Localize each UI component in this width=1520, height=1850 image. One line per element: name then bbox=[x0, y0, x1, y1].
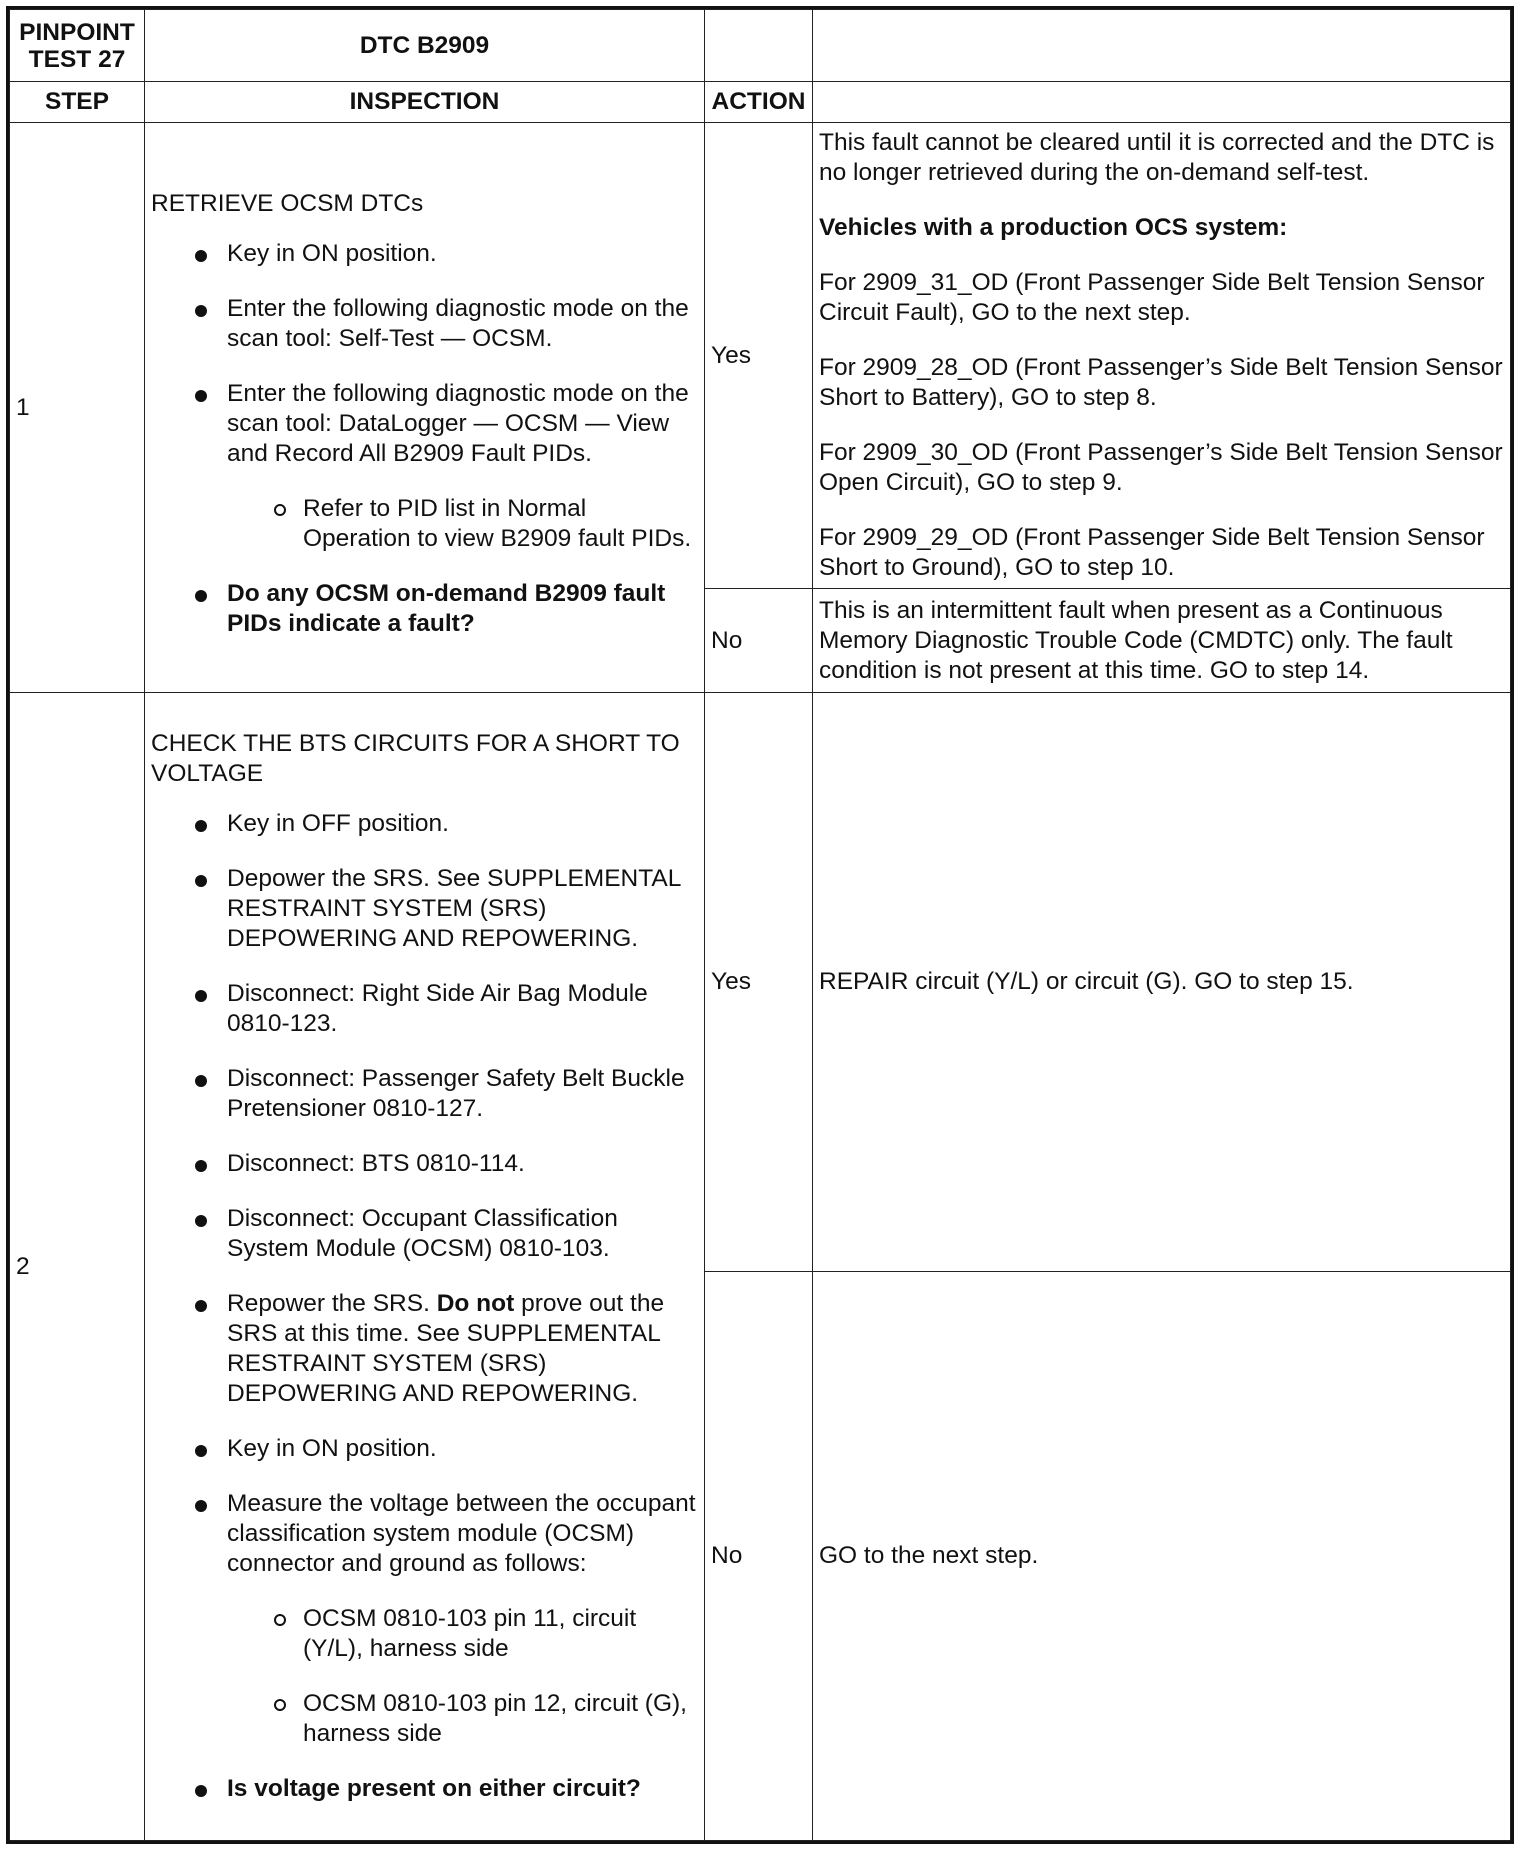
list-item: Enter the following diagnostic mode on the scan tool: DataLogger — OCSM — View and Record All B2909 Fault PIDs. Refer to PID list in Normal Operation to view B2909 fault PIDs. bbox=[151, 379, 698, 554]
empty-header-cell bbox=[705, 10, 813, 82]
sub-bullet-list bbox=[303, 1604, 698, 1749]
list-item: Repower the SRS. Do not prove out the SRS at this time. See SUPPLEMENTAL RESTRAINT SYSTEM (SRS) DEPOWERING AND REPOWERING. bbox=[151, 1289, 698, 1409]
list-item: Disconnect: Passenger Safety Belt Buckle Pretensioner 0810-127. bbox=[151, 1064, 698, 1124]
empty-header-cell bbox=[813, 82, 1511, 123]
pinpoint-test-label: PINPOINT TEST 27 bbox=[10, 10, 145, 82]
list-item: Depower the SRS. See SUPPLEMENTAL RESTRAINT SYSTEM (SRS) DEPOWERING AND REPOWERING. bbox=[151, 864, 698, 954]
action-yes: Yes bbox=[705, 693, 813, 1272]
list-item: Disconnect: Occupant Classification System Module (OCSM) 0810-103. bbox=[151, 1204, 698, 1264]
step-number: 1 bbox=[10, 123, 145, 693]
action-yes: Yes bbox=[705, 123, 813, 589]
title-row bbox=[10, 10, 1511, 82]
sub-list-item: OCSM 0810-103 pin 12, circuit (G), harness side bbox=[227, 1689, 698, 1749]
column-header-action: ACTION bbox=[705, 82, 813, 123]
step-heading: CHECK THE BTS CIRCUITS FOR A SHORT TO VOLTAGE bbox=[151, 730, 680, 787]
list-item: Key in ON position. bbox=[151, 1434, 698, 1464]
step-row bbox=[10, 693, 1511, 1272]
column-header-step: STEP bbox=[10, 82, 145, 123]
result-yes: REPAIR circuit (Y/L) or circuit (G). GO to step 15. bbox=[813, 693, 1511, 1272]
step-row bbox=[10, 123, 1511, 589]
result-no: This is an intermittent fault when present as a Continuous Memory Diagnostic Trouble Code (CMDTC) only. The fault condition is not present at this time. GO to step 14. bbox=[813, 589, 1511, 693]
list-item: Disconnect: Right Side Air Bag Module 0810-123. bbox=[151, 979, 698, 1039]
column-header-inspection: INSPECTION bbox=[145, 82, 705, 123]
step-question: Is voltage present on either circuit? bbox=[151, 1774, 698, 1804]
empty-header-cell bbox=[813, 10, 1511, 82]
list-item: Key in OFF position. bbox=[151, 809, 698, 839]
step-inspection bbox=[145, 693, 705, 1841]
sub-list-item: OCSM 0810-103 pin 11, circuit (Y/L), harness side bbox=[227, 1604, 698, 1664]
bullet-list bbox=[151, 239, 698, 639]
step-heading: RETRIEVE OCSM DTCs bbox=[151, 190, 424, 217]
sub-list-item: Refer to PID list in Normal Operation to view B2909 fault PIDs. bbox=[227, 494, 698, 554]
result-no: GO to the next step. bbox=[813, 1272, 1511, 1841]
dtc-title: DTC B2909 bbox=[145, 10, 705, 82]
step-number: 2 bbox=[10, 693, 145, 1841]
list-item: Enter the following diagnostic mode on the scan tool: Self-Test — OCSM. bbox=[151, 294, 698, 354]
list-item: Disconnect: BTS 0810-114. bbox=[151, 1149, 698, 1179]
list-item: Measure the voltage between the occupant classification system module (OCSM) connector and ground as follows: OCSM 0810-103 pin 11, circuit (Y/L), harness side OCSM 0810-103 pin 12, circuit (G), harness side bbox=[151, 1489, 698, 1749]
list-item: Key in ON position. bbox=[151, 239, 698, 269]
result-yes: This fault cannot be cleared until it is corrected and the DTC is no longer retrieved during the on-demand self-test. Vehicles with a production OCS system: For 2909_31_OD (Front Passenger Side Belt Tension Sensor Circuit Fault), GO to the next step. For 2909_28_OD (Front Passenger’s Side Belt Tension Sensor Short to Battery), GO to step 8. For 2909_30_OD (Front Passenger’s Side Belt Tension Sensor Open Circuit), GO to step 9. For 2909_29_OD (Front Passenger Side Belt Tension Sensor Short to Ground), GO to step 10. bbox=[813, 123, 1511, 589]
step-inspection bbox=[145, 123, 705, 693]
column-header-row bbox=[10, 82, 1511, 123]
step-question: Do any OCSM on-demand B2909 fault PIDs indicate a fault? bbox=[151, 579, 698, 639]
action-no: No bbox=[705, 1272, 813, 1841]
pinpoint-test-table bbox=[9, 9, 1511, 1841]
bullet-list bbox=[151, 809, 698, 1804]
action-no: No bbox=[705, 589, 813, 693]
sub-bullet-list bbox=[303, 494, 698, 554]
pinpoint-test-document bbox=[6, 6, 1514, 1844]
